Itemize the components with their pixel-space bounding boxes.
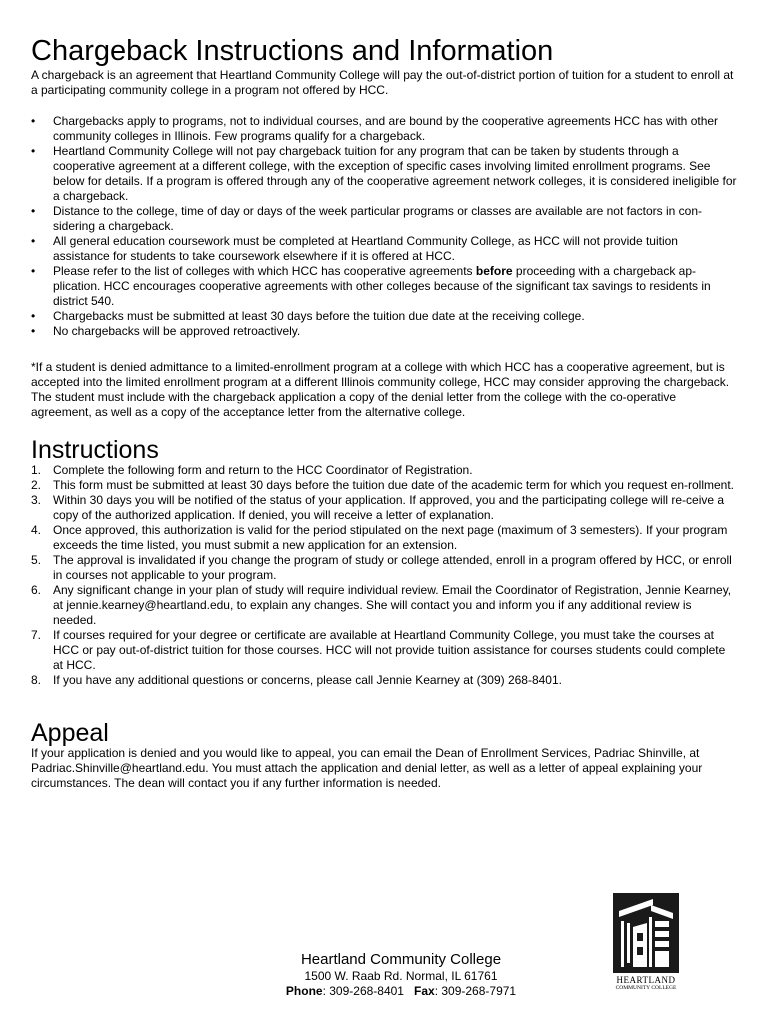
logo-wordmark: HEARTLAND xyxy=(616,975,676,985)
list-item: • Please refer to the list of colleges with which HCC has cooperative agreements before proceeding with a chargeback ap-plication. HCC encourages cooperative agreements with other colleges because of the significant tax savings to residents in district 540. xyxy=(31,264,711,308)
list-item: • All general education coursework must be completed at Heartland Community College, as HCC will not provide tuition assistance for students to take coursework elsewhere if it is offered at HCC. xyxy=(31,234,678,263)
bullet-icon: • xyxy=(31,264,36,278)
bullet-icon: • xyxy=(31,309,36,323)
list-item: • Heartland Community College will not pay chargeback tuition for any program that can be taken by students through a cooperative agreement at a different college, with the exception of specific cases involving limited enrollment programs. See below for details. If a program is offered through any of the cooperative agreement network colleges, it is considered ineligible for a chargeback. xyxy=(31,144,737,203)
fax-label: Fax xyxy=(414,984,435,998)
college-phone-fax: Phone: 309-268-8401 Fax: 309-268-7971 xyxy=(285,984,517,998)
list-item: 4. Once approved, this authorization is valid for the period stipulated on the next page (maximum of 3 semesters). If your program exceeds the time listed, you must submit a new application for an extension. xyxy=(31,523,728,552)
bullet-icon: • xyxy=(31,144,36,158)
page-title: Chargeback Instructions and Information xyxy=(31,35,554,67)
appeal-paragraph: If your application is denied and you would like to appeal, you can email the Dean of Enrollment Services, Padriac Shinville, at Padriac.Shinville@heartland.edu. You must attach the application and denial letter, as well as a letter of appeal explaining your circumstances. The dean will contact you if any further information is needed. xyxy=(31,746,703,790)
bullet-icon: • xyxy=(31,324,36,338)
list-item: • No chargebacks will be approved retroactively. xyxy=(31,324,301,338)
list-item: 3. Within 30 days you will be notified of the status of your application. If approved, you and the participating college will re-ceive a copy of the authorized application. If denied, you will receive a letter of explanation. xyxy=(31,493,725,522)
college-name: Heartland Community College xyxy=(300,951,502,968)
heartland-building-logo-icon xyxy=(613,893,679,973)
logo-subtitle: COMMUNITY COLLEGE xyxy=(615,985,677,991)
instructions-list xyxy=(31,463,737,688)
bullet-icon: • xyxy=(31,114,36,128)
list-item: • Chargebacks must be submitted at least 30 days before the tuition due date at the receiving college. xyxy=(31,309,585,323)
appeal-heading: Appeal xyxy=(31,719,109,747)
emphasis-before: before xyxy=(475,264,513,278)
list-item: 8. If you have any additional questions or concerns, please call Jennie Kearney at (309) 268-8401. xyxy=(31,673,562,687)
list-item: 7. If courses required for your degree or certificate are available at Heartland Community College, you must take the courses at HCC or pay out-of-district tuition for those courses. HCC will not provide tuition assistance for courses students could complete at HCC. xyxy=(31,628,726,672)
list-item: 2. This form must be submitted at least 30 days before the tuition due date of the academic term for which you request en-rollment. xyxy=(31,478,735,492)
list-item: 1. Complete the following form and return to the HCC Coordinator of Registration. xyxy=(31,463,473,477)
phone-label: Phone xyxy=(285,984,323,998)
list-item: • Distance to the college, time of day or days of the week particular programs or classes are available are not factors in con-sidering a chargeback. xyxy=(31,204,702,233)
limited-enrollment-note: *If a student is denied admittance to a limited-enrollment program at a college with which HCC has a cooperative agreement, but is accepted into the limited enrollment program at a different Illinois community college, HCC may consider approving the chargeback. The student must include with the chargeback application a copy of the denial letter from the college with the co-operative agreement, as well as a copy of the acceptance letter from the alternative college. xyxy=(31,360,730,419)
heartland-logo xyxy=(613,893,685,991)
list-item: • Chargebacks apply to programs, not to individual courses, and are bound by the cooperative agreements HCC has with other community colleges in Illinois. Few programs qualify for a chargeback. xyxy=(31,114,719,143)
college-address: 1500 W. Raab Rd. Normal, IL 61761 xyxy=(304,969,498,983)
intro-paragraph: A chargeback is an agreement that Heartland Community College will pay the out-of-district portion of tuition for a student to enroll at a participating community college in a program not offered by HCC. xyxy=(31,68,734,97)
instructions-heading: Instructions xyxy=(31,436,159,464)
phone-number: 309-268-8401 xyxy=(329,984,404,998)
bullet-icon: • xyxy=(31,234,36,248)
chargeback-rules-list xyxy=(31,114,737,339)
bullet-icon: • xyxy=(31,204,36,218)
college-contact-footer xyxy=(211,950,591,999)
list-item: 5. The approval is invalidated if you change the program of study or college attended, enroll in a program offered by HCC, or enroll in courses not applicable to your program. xyxy=(31,553,732,582)
fax-number: 309-268-7971 xyxy=(441,984,517,998)
list-item: 6. Any significant change in your plan of study will require individual review. Email the Coordinator of Registration, Jennie Kearney, at jennie.kearney@heartland.edu, to explain any changes. She will contact you and inform you if any additional review is needed. xyxy=(31,583,732,627)
